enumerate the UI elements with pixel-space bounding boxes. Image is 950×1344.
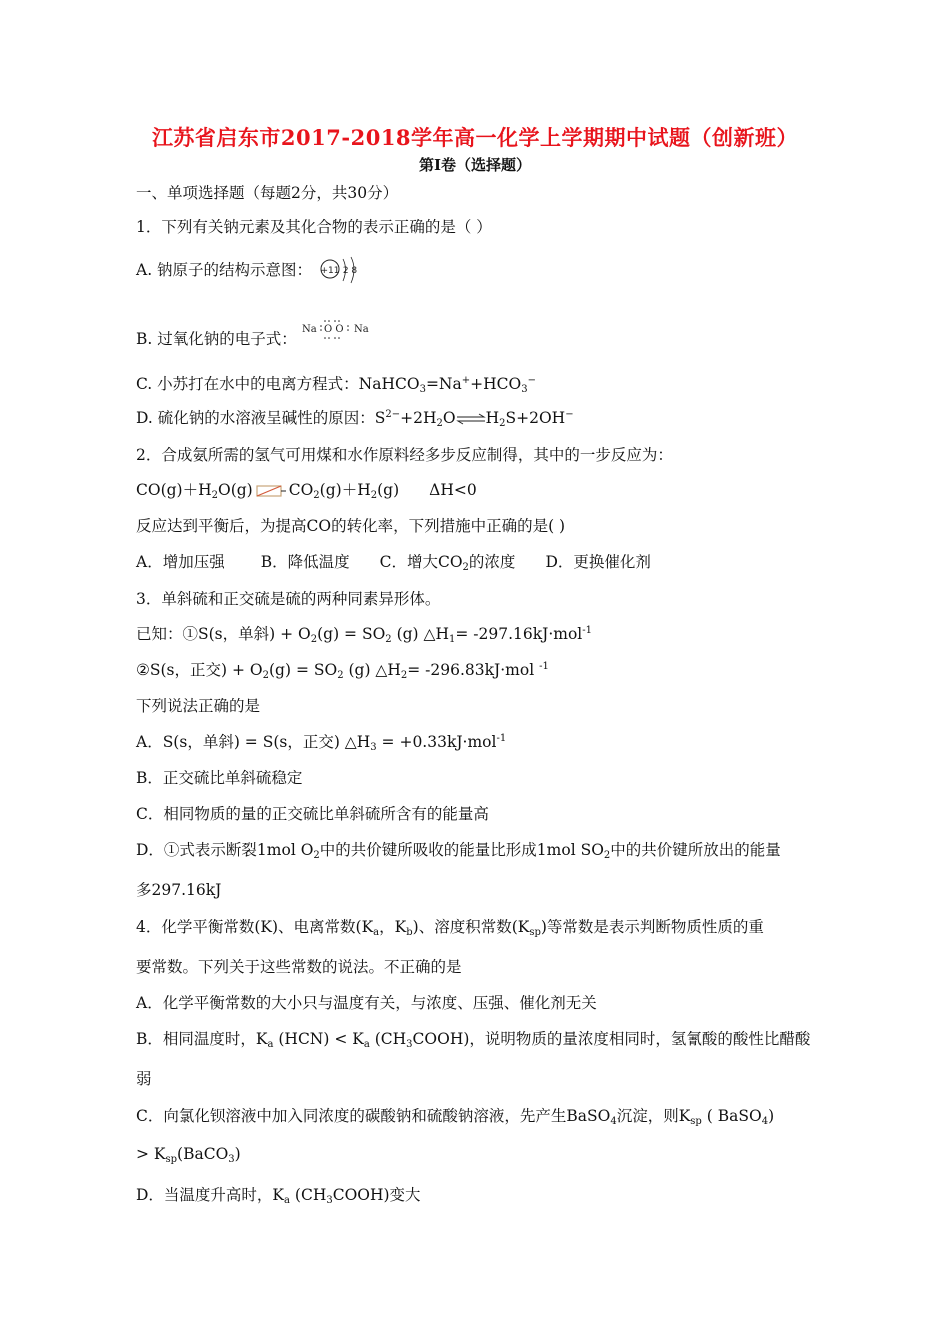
superscript: 2−	[385, 409, 401, 420]
subscript: 2	[337, 670, 344, 681]
equation-part: CO(g)＋H	[136, 481, 212, 499]
equation-part: (g)＋H	[319, 481, 371, 499]
question-1-option-b	[136, 316, 372, 349]
superscript: −	[527, 375, 536, 386]
formula-part: H	[485, 409, 500, 427]
superscript: +	[461, 375, 471, 386]
question-3-stem: 3．单斜硫和正交硫是硫的两种同素异形体。	[136, 590, 441, 608]
question-3-option-a	[136, 730, 506, 752]
question-3-known-1	[136, 622, 592, 644]
reaction-condition-arrow-icon	[255, 484, 287, 498]
section-instructions: 一、单项选择题（每题2分，共30分）	[136, 184, 399, 202]
option-c-text: (BaCO	[177, 1145, 229, 1163]
question-3-option-d	[136, 838, 781, 860]
question-3-known-2	[136, 658, 549, 680]
question-4-stem-continued: 要常数。下列关于这些常数的说法。不正确的是	[136, 958, 462, 976]
equation-part: (g) = SO	[317, 625, 386, 643]
subscript: sp	[165, 1154, 178, 1165]
option-b-text: B．相同温度时，K	[136, 1030, 268, 1048]
subscript: 2	[499, 418, 506, 429]
question-4-stem	[136, 915, 764, 937]
subscript: 2	[462, 562, 469, 573]
option-b-text: (CH	[369, 1030, 407, 1048]
option-d-text: D．①式表示断裂1mol O	[136, 841, 314, 859]
option-c-text: > K	[136, 1145, 166, 1163]
subscript: 1	[448, 634, 456, 645]
question-2-equation	[136, 478, 477, 500]
question-4-option-b-continued: 弱	[136, 1070, 152, 1088]
stem-text: )等常数是表示判断物质性质的重	[540, 918, 764, 936]
subscript: 3	[326, 1195, 333, 1206]
formula-part: =Na	[425, 375, 462, 393]
option-b-text: B．降低温度	[260, 553, 350, 571]
equation-part: ②S(s，正交) + O	[136, 661, 263, 679]
reversible-arrow-icon	[456, 413, 486, 425]
option-d-text: D．当温度升高时，K	[136, 1186, 285, 1204]
equation-part: = -296.83kJ·mol	[407, 661, 540, 679]
equation-part: (g) △H	[391, 625, 449, 643]
subscript: 2	[385, 634, 392, 645]
subscript: 3	[419, 384, 426, 395]
option-d-text: 中的共价键所放出的能量	[610, 841, 781, 859]
superscript: -1	[496, 733, 507, 744]
question-2-stem: 2．合成氨所需的氢气可用煤和水作原料经多步反应制得，其中的一步反应为：	[136, 446, 673, 464]
subscript: 2	[313, 490, 320, 501]
option-c-text: C．增大CO	[379, 553, 463, 571]
subscript: sp	[690, 1116, 702, 1127]
subscript: 3	[228, 1154, 235, 1165]
equation-part: = -297.16kJ·mol	[455, 625, 583, 643]
option-d-text: D．更换催化剂	[545, 553, 651, 571]
question-3-option-d-continued: 多297.16kJ	[136, 881, 222, 899]
sodium-atom-structure-diagram	[317, 253, 369, 289]
subscript: 3	[370, 742, 377, 753]
nucleus-charge: +11	[320, 266, 340, 276]
subscript: 2	[436, 418, 443, 429]
question-4-option-a: A．化学平衡常数的大小只与温度有关，与浓度、压强、催化剂无关	[136, 994, 597, 1012]
superscript: -1	[582, 625, 592, 636]
formula-part: S+2OH	[505, 409, 566, 427]
subscript: 4	[761, 1116, 769, 1127]
stem-text: ，K	[379, 918, 407, 936]
question-1-stem: 1．下列有关钠元素及其化合物的表示正确的是（ ）	[136, 218, 492, 236]
equation-part: O(g)	[217, 481, 253, 499]
option-c-text: C. 小苏打在水中的电离方程式：NaHCO	[136, 375, 420, 393]
formula-part: +HCO	[470, 375, 522, 393]
electron-formula-na-right: Na	[353, 324, 369, 335]
subscript: 3	[521, 384, 528, 395]
subscript: sp	[529, 927, 541, 938]
formula-part: +2H	[400, 409, 437, 427]
option-c-text: C．向氯化钡溶液中加入同浓度的碳酸钠和硫酸钠溶液，先产生BaSO	[136, 1107, 611, 1125]
equation-part: (g) = SO	[269, 661, 338, 679]
option-b-text: COOH)，说明物质的量浓度相同时，氢氰酸的酸性比醋酸	[412, 1030, 811, 1048]
option-c-text: ( BaSO	[701, 1107, 762, 1125]
question-4-option-c-continued	[136, 1145, 241, 1163]
option-c-text: 沉淀，则K	[616, 1107, 691, 1125]
question-1-option-c	[136, 372, 536, 394]
sodium-peroxide-electron-formula	[302, 316, 372, 342]
subscript: 2	[603, 850, 611, 861]
superscript: -1	[539, 661, 549, 672]
enthalpy-change: ΔH<0	[429, 481, 477, 499]
subscript: 2	[400, 670, 408, 681]
formula-part: O	[442, 409, 456, 427]
option-a-text: A. 钠原子的结构示意图：	[136, 261, 313, 279]
option-d-text: (CH	[289, 1186, 327, 1204]
question-4-option-d	[136, 1183, 421, 1205]
question-3-option-b: B．正交硫比单斜硫稳定	[136, 769, 303, 787]
electron-shell-counts: 2 8	[342, 266, 358, 276]
question-3-option-c: C．相同物质的量的正交硫比单斜硫所含有的能量高	[136, 805, 489, 823]
equation-part: CO	[288, 481, 314, 499]
subscript: 2	[310, 634, 318, 645]
question-2-options	[136, 550, 651, 572]
question-2-prompt: 反应达到平衡后，为提高CO的转化率，下列措施中正确的是( )	[136, 517, 566, 535]
subscript: 3	[406, 1039, 413, 1050]
electron-formula-oxygen-pair: O O	[323, 324, 344, 335]
question-1-option-d	[136, 406, 574, 428]
subscript: a	[363, 1039, 370, 1050]
superscript: −	[565, 409, 574, 420]
option-a-text: = +0.33kJ·mol	[376, 733, 497, 751]
equation-part: (g)	[377, 481, 400, 499]
subscript: 4	[610, 1116, 617, 1127]
subscript: a	[284, 1195, 290, 1206]
question-1-option-a	[136, 253, 369, 289]
option-b-text: B. 过氧化钠的电子式：	[136, 330, 297, 348]
option-d-text: COOH)变大	[332, 1186, 421, 1204]
question-3-prompt: 下列说法正确的是	[136, 697, 261, 715]
stem-text: 4．化学平衡常数(K)、电离常数(K	[136, 918, 374, 936]
question-4-option-c	[136, 1104, 774, 1126]
subscript: 2	[370, 490, 378, 501]
subscript: 2	[313, 850, 320, 861]
equation-part: 已知：①S(s，单斜) + O	[136, 625, 311, 643]
option-d-text: D. 硫化钠的水溶液呈碱性的原因：S	[136, 409, 386, 427]
subscript: 2	[211, 490, 218, 501]
document-title: 江苏省启东市2017-2018学年高一化学上学期期中试题（创新班）	[151, 125, 799, 150]
subscript: 2	[262, 670, 269, 681]
option-a-text: A．S(s，单斜) = S(s，正交) △H	[136, 733, 371, 751]
subscript: a	[267, 1039, 274, 1050]
option-c-text: )	[768, 1107, 775, 1125]
stem-text: )、溶度积常数(K	[412, 918, 530, 936]
option-a-text: A．增加压强	[136, 553, 225, 571]
question-4-option-b	[136, 1027, 810, 1049]
option-b-text: (HCN) < K	[273, 1030, 364, 1048]
subscript: b	[406, 927, 413, 938]
equation-part: (g) △H	[343, 661, 401, 679]
option-c-text: 的浓度	[468, 553, 516, 571]
section-heading: 第Ⅰ卷（选择题）	[418, 156, 532, 174]
option-d-text: 中的共价键所吸收的能量比形成1mol SO	[319, 841, 604, 859]
option-c-text: )	[234, 1145, 241, 1163]
subscript: a	[373, 927, 380, 938]
electron-formula-na-left: Na	[301, 324, 317, 335]
